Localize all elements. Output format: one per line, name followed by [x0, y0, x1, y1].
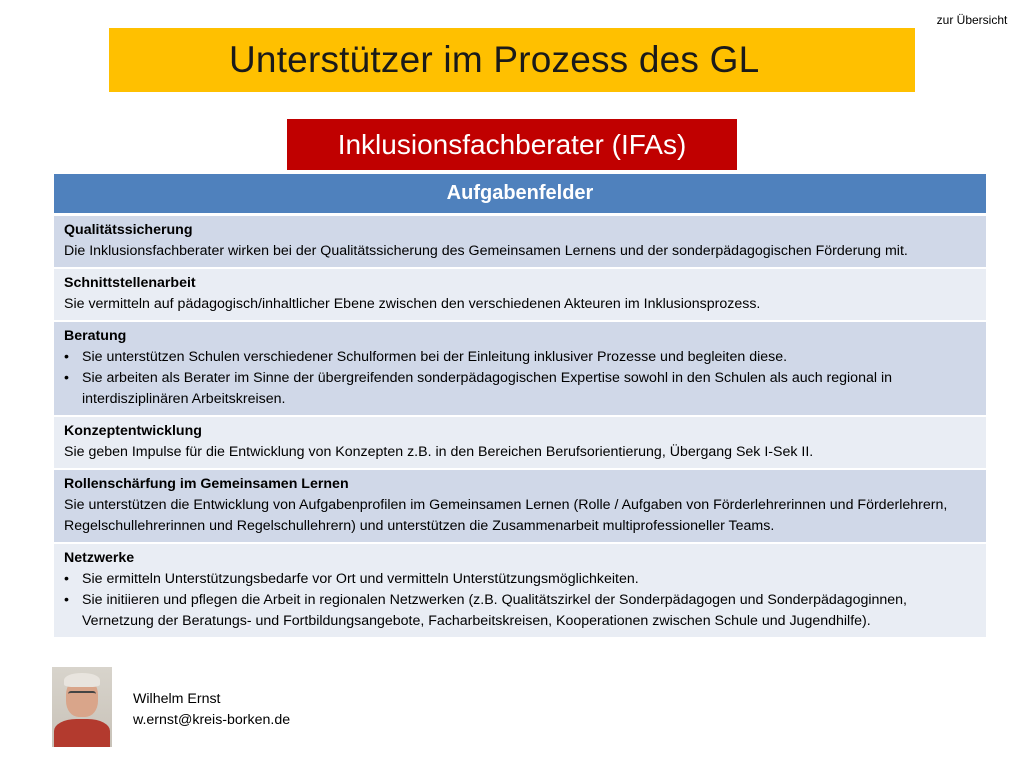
- contact-email: w.ernst@kreis-borken.de: [133, 712, 291, 728]
- portrait-photo: [52, 667, 112, 747]
- bullet-list: [64, 569, 976, 632]
- table-row-schnittstellenarbeit: [54, 269, 986, 322]
- page-title: Unterstützer im Prozess des GL: [229, 39, 760, 80]
- bullet-item: • Sie arbeiten als Berater im Sinne der übergreifenden sonderpädagogischen Expertise sowohl in den Schulen als auch regional in interdisziplinären Arbeitskreisen.: [64, 368, 976, 410]
- row-text: Sie unterstützen die Entwicklung von Aufgabenprofilen im Gemeinsamen Lernen (Rolle / Aufgaben von Förderlehrerinnen und Förderlehrern, Regelschullehrerinnen und Regelschullehrern) und unterstützen die Zusammenarbeit multiprofessioneller Teams.: [64, 497, 948, 534]
- bullet-item: • Sie unterstützen Schulen verschiedener Schulformen bei der Einleitung inklusiver Prozesse und begleiten diese.: [64, 347, 976, 368]
- bullet-list: [64, 347, 976, 410]
- row-text: Sie vermitteln auf pädagogisch/inhaltlicher Ebene zwischen den verschiedenen Akteuren im Inklusionsprozess.: [64, 296, 761, 312]
- row-text: Die Inklusionsfachberater wirken bei der Qualitätssicherung des Gemeinsamen Lernens und der sonderpädagogischen Förderung mit.: [64, 243, 908, 259]
- contact-block: [133, 689, 290, 731]
- row-heading: Rollenschärfung im Gemeinsamen Lernen: [64, 476, 349, 492]
- title-bar: [109, 28, 915, 92]
- row-heading: Schnittstellenarbeit: [64, 275, 196, 291]
- row-heading: Netzwerke: [64, 550, 135, 566]
- row-heading: Qualitätssicherung: [64, 222, 193, 238]
- overview-link[interactable]: zur Übersicht: [936, 13, 1008, 27]
- table-row-beratung: [54, 322, 986, 417]
- photo-shirt: [54, 719, 110, 747]
- table-row-konzeptentwicklung: [54, 417, 986, 470]
- photo-hair: [64, 673, 100, 687]
- photo-glasses: [68, 691, 96, 701]
- tasks-table: [54, 174, 986, 639]
- table-row-netzwerke: [54, 544, 986, 639]
- row-heading: Konzeptentwicklung: [64, 423, 202, 439]
- bullet-item: • Sie initiieren und pflegen die Arbeit in regionalen Netzwerken (z.B. Qualitätszirkel der Sonderpädagogen und Sonderpädagoginnen, Vernetzung der Beratungs- und Fortbildungsangebote, Facharbeitskreisen, Kooperationen zwischen Schule und Jugendhilfe).: [64, 590, 976, 632]
- table-row-rollenschaerfung: [54, 470, 986, 544]
- table-row-qualitaetssicherung: [54, 216, 986, 269]
- row-heading: Beratung: [64, 328, 127, 344]
- row-text: Sie geben Impulse für die Entwicklung von Konzepten z.B. in den Bereichen Berufsorientierung, Übergang Sek I-Sek II.: [64, 444, 814, 460]
- bullet-item: • Sie ermitteln Unterstützungsbedarfe vor Ort und vermitteln Unterstützungsmöglichkeiten.: [64, 569, 976, 590]
- contact-name: Wilhelm Ernst: [133, 691, 221, 707]
- table-header: Aufgabenfelder: [54, 174, 986, 216]
- page-subtitle: Inklusionsfachberater (IFAs): [337, 128, 687, 160]
- subtitle-box: [287, 119, 737, 170]
